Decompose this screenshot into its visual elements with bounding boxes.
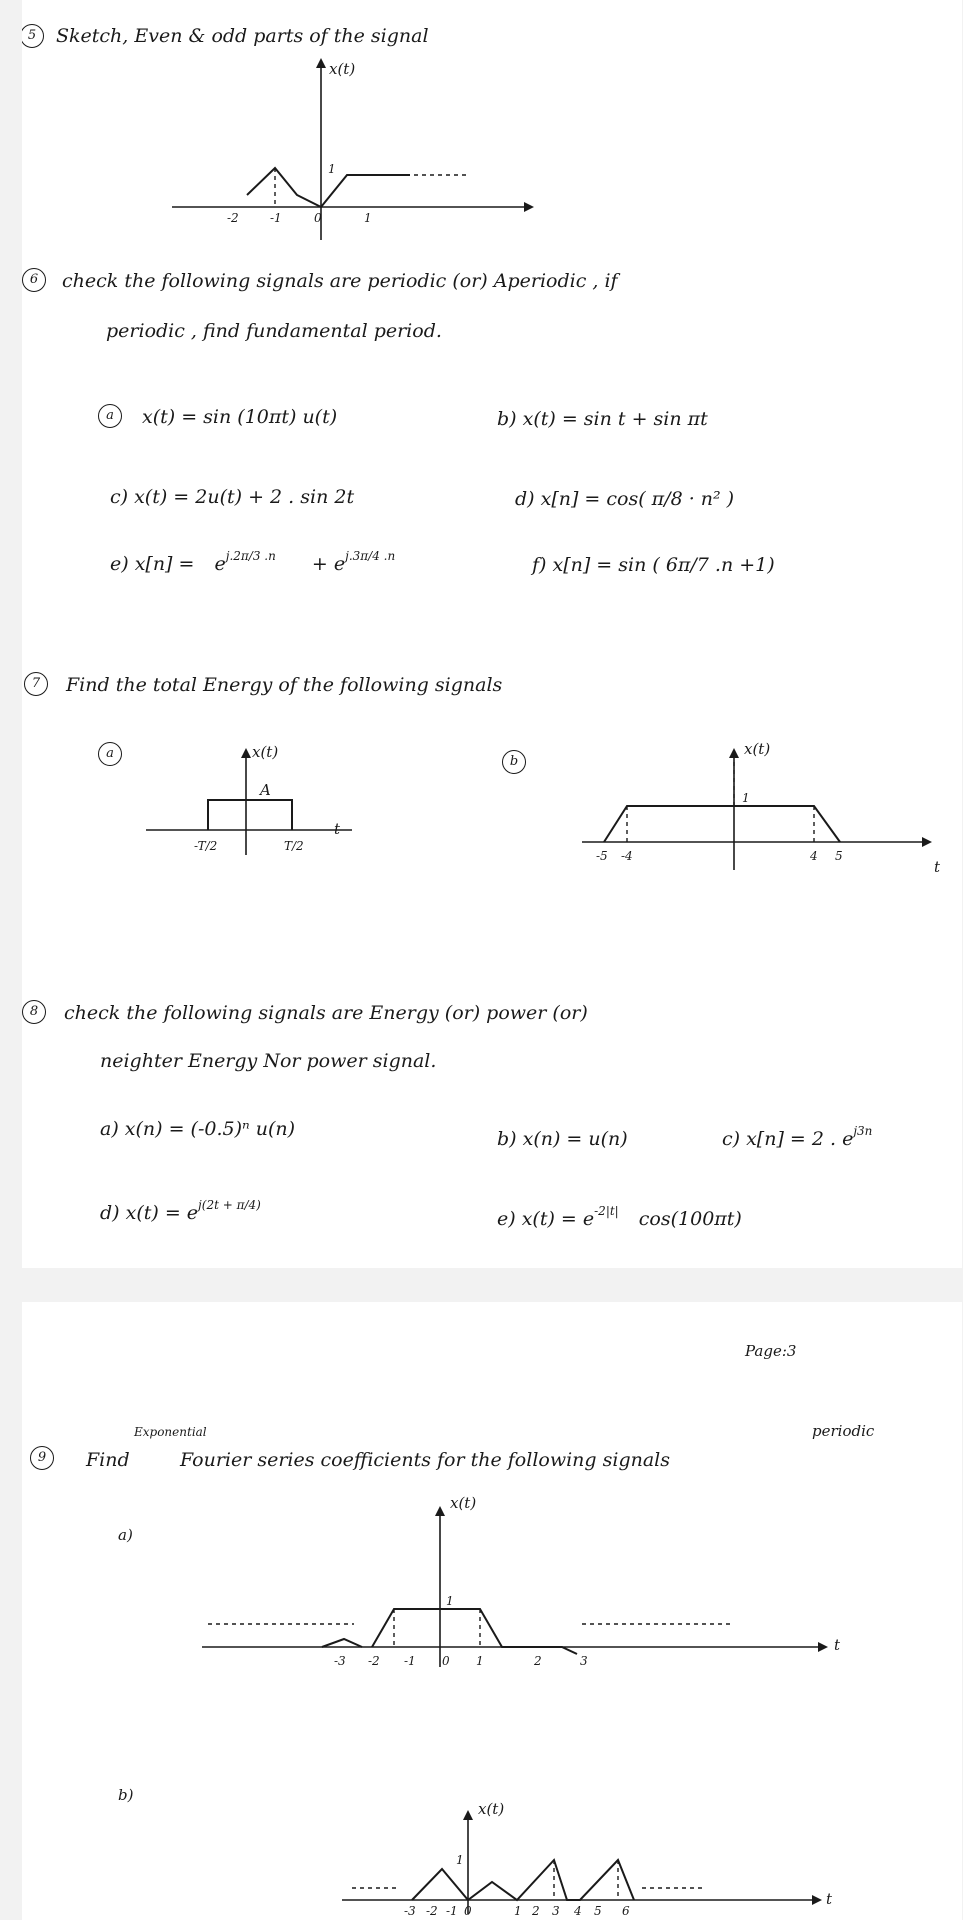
q9a-tick: 2	[534, 1654, 542, 1668]
q5-tick: -1	[270, 211, 282, 225]
q9a-tick: 3	[580, 1654, 588, 1668]
q6-part-c: c) x(t) = 2u(t) + 2 . sin 2t	[110, 486, 355, 508]
q9b-tick: 3	[552, 1904, 560, 1918]
question-9-number: 9	[30, 1446, 54, 1470]
q7b-tick: -5	[596, 849, 608, 863]
question-5-number: 5	[22, 24, 44, 48]
q6-part-a: x(t) = sin (10πt) u(t)	[142, 406, 338, 428]
q7b-t-label: t	[934, 858, 941, 876]
q9a-tick: -1	[404, 1654, 416, 1668]
page-sheet-1	[22, 0, 962, 1268]
q6-part-b: b) x(t) = sin t + sin πt	[497, 408, 708, 430]
q7a-ylabel: x(t)	[252, 743, 279, 761]
question-6-number: 6	[22, 268, 46, 292]
q9b-tick: 2	[532, 1904, 540, 1918]
page-sheet-2	[22, 1302, 962, 1920]
q9a-tick: -2	[368, 1654, 380, 1668]
q9-part-b-label: b)	[118, 1786, 134, 1804]
q9b-tick: 0	[464, 1904, 472, 1918]
q7a-t-label: t	[334, 820, 341, 838]
q6-part-d: d) x[n] = cos( π/8 · n² )	[515, 488, 735, 510]
question-7-graphs	[22, 0, 962, 900]
q5-ylabel: x(t)	[329, 60, 356, 78]
q9b-tick: 4	[574, 1904, 582, 1918]
q9a-tick: 1	[476, 1654, 484, 1668]
q6-part-a-marker: a	[98, 404, 122, 428]
q9b-tick: 6	[622, 1904, 630, 1918]
question-8-number: 8	[22, 1000, 46, 1024]
q9a-t-label: t	[834, 1636, 841, 1654]
question-7-number: 7	[24, 672, 48, 696]
q8-part-a: a) x(n) = (-0.5)ⁿ u(n)	[100, 1118, 296, 1140]
q7b-tick: 5	[835, 849, 843, 863]
q5-tick: -2	[227, 211, 239, 225]
q9b-amplitude: 1	[456, 1853, 464, 1867]
q8-part-b: b) x(n) = u(n)	[497, 1128, 628, 1150]
q5-tick: 0	[314, 211, 322, 225]
q7a-tick: -T/2	[194, 839, 218, 853]
q7b-ylabel: x(t)	[744, 740, 771, 758]
q7b-tick: -4	[621, 849, 633, 863]
question-8-line1: check the following signals are Energy (or) power (or)	[64, 1002, 588, 1024]
q9-note-exponential: Exponential	[134, 1425, 207, 1439]
question-9-find: Find	[86, 1449, 130, 1471]
q9b-tick: 1	[514, 1904, 522, 1918]
q9b-tick: -3	[404, 1904, 416, 1918]
q9a-ylabel: x(t)	[450, 1494, 477, 1512]
q7a-tick: T/2	[284, 839, 304, 853]
q8-part-d: d) $x(t) = e^{j(2t + \pi/4)}$	[100, 1198, 261, 1224]
q9-part-a-label: a)	[118, 1526, 133, 1544]
question-5-text: Sketch, Even & odd parts of the signal	[56, 25, 429, 47]
question-7-text: Find the total Energy of the following signals	[66, 674, 503, 696]
q9b-tick: 5	[594, 1904, 602, 1918]
q8-part-e: e) $x(t) = e^{-2|t|}$ cos(100πt)	[497, 1204, 742, 1230]
q9b-t-label: t	[826, 1890, 833, 1908]
question-6-line2: periodic , find fundamental period.	[106, 320, 442, 342]
q9a-tick: 0	[442, 1654, 450, 1668]
q5-tick: 1	[364, 211, 372, 225]
q9b-tick: -1	[446, 1904, 458, 1918]
q9b-ylabel: x(t)	[478, 1800, 505, 1818]
q9a-amplitude: 1	[446, 1594, 454, 1608]
question-8-line2: neighter Energy Nor power signal.	[100, 1050, 437, 1072]
q6-part-f: f) x[n] = sin ( 6π/7 .n +1)	[532, 554, 775, 576]
question-6-line1: check the following signals are periodic (or) Aperiodic , if	[62, 270, 618, 292]
q7-part-a-marker: a	[98, 742, 122, 766]
q8-part-c: c) x[n] = 2 . $e^{j3n}$	[722, 1124, 873, 1150]
q9-note-periodic: periodic	[812, 1422, 875, 1440]
q9b-tick: -2	[426, 1904, 438, 1918]
q6-part-e: e) $x[n] = e^{j.2\pi/3 .n} + e^{j.3\pi/4 .n}$	[110, 549, 396, 575]
q5-peak-label: 1	[328, 162, 336, 176]
q7b-amplitude: 1	[742, 791, 750, 805]
q7a-amplitude: A	[260, 781, 271, 799]
q7-part-b-marker: b	[502, 750, 526, 774]
q7b-tick: 4	[810, 849, 818, 863]
question-9-graphs	[22, 1302, 962, 1920]
question-9-text: Fourier series coefficients for the following signals	[180, 1449, 670, 1471]
q9a-tick: -3	[334, 1654, 346, 1668]
page-number: Page:3	[745, 1342, 797, 1360]
